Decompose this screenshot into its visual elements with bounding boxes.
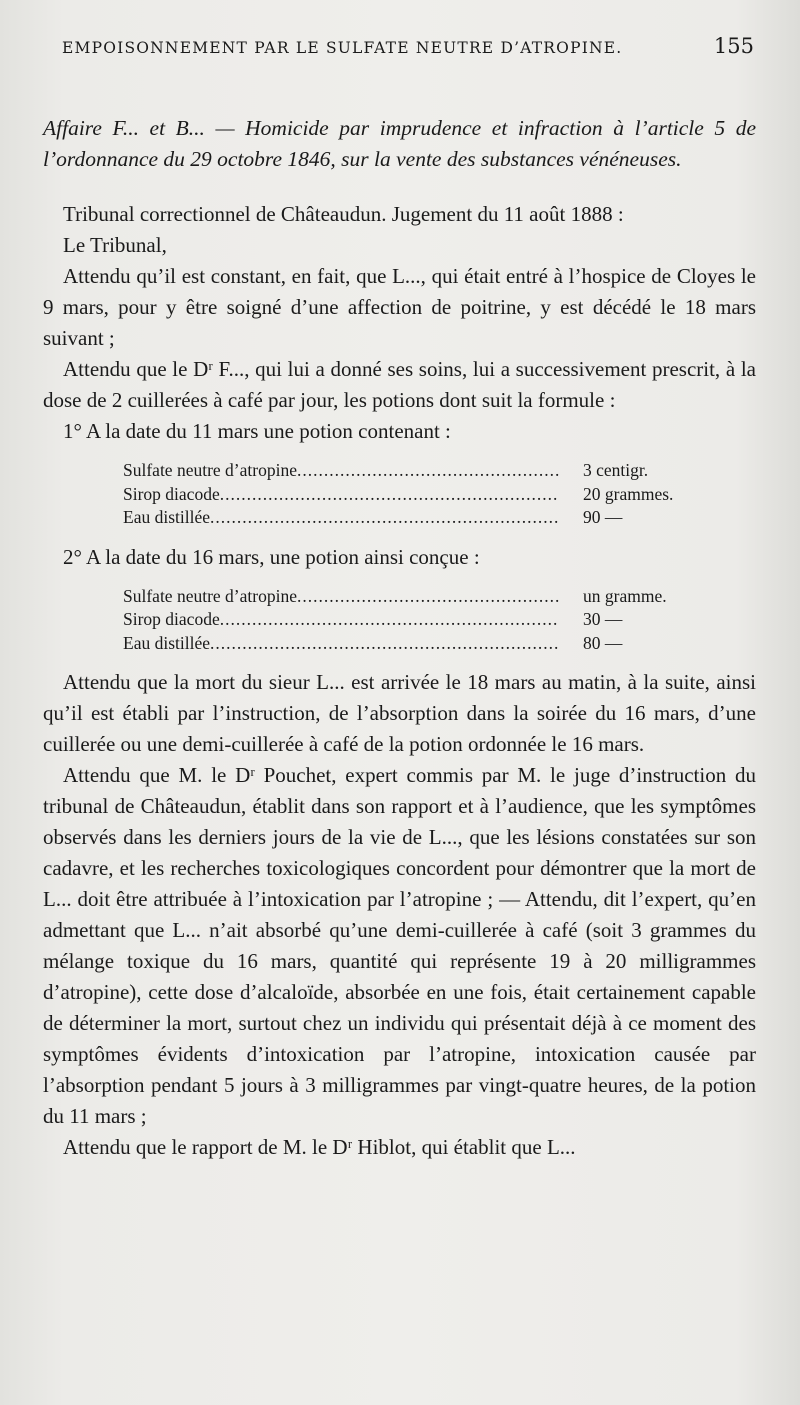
leader-dots bbox=[297, 585, 559, 609]
recipe-table-1 bbox=[123, 459, 713, 530]
ingredient-name: Sirop diacode bbox=[123, 609, 220, 629]
ingredient-quantity: 80 — bbox=[583, 632, 623, 653]
recipe-row bbox=[123, 506, 713, 530]
leader-dots bbox=[220, 608, 559, 632]
ingredient-name: Eau distillée bbox=[123, 507, 210, 527]
leader-dots bbox=[220, 483, 559, 507]
paragraph-item-1: 1° A la date du 11 mars une potion contenant : bbox=[63, 419, 451, 443]
paragraph-le-tribunal: Le Tribunal, bbox=[63, 233, 167, 257]
leader-dots bbox=[297, 459, 559, 483]
leader-dots bbox=[210, 632, 559, 656]
page-number: 155 bbox=[713, 34, 754, 58]
ingredient-quantity: un gramme. bbox=[583, 585, 667, 606]
ingredient-quantity: 90 — bbox=[583, 507, 623, 527]
paragraph-attendu-3: Attendu que la mort du sieur L... est arrivée le 18 mars au matin, à la suite, ainsi qu’il est établi par l’instruction, de l’absorption dans la soirée du 16 mars, d’une cuillerée ou une demi-cuillerée à café de la potion ordonnée le 16 mars. bbox=[43, 670, 756, 756]
paragraph-item-2: 2° A la date du 16 mars, une potion ainsi conçue : bbox=[63, 544, 480, 569]
recipe-row bbox=[123, 585, 713, 609]
ingredient-name: Eau distillée bbox=[123, 632, 210, 653]
running-head bbox=[62, 34, 754, 58]
paragraph-attendu-4: Attendu que M. le Dʳ Pouchet, expert commis par M. le juge d’instruction du tribunal de Châteaudun, établit dans son rapport et à l’audience, que les symptômes observés dans les derniers jours de la vie de L..., que les lésions constatées sur son cadavre, et les recherches toxicologiques concordent pour démontrer que la mort de L... doit être attribuée à l’intoxication par l’atropine ; — Attendu, dit l’expert, qu’en admettant que L... n’ait absorbé qu’une demi-cuillerée à café (soit 3 grammes du mélange toxique du 16 mars, quantité qui représente 19 à 20 milligrammes d’atropine), cette dose d’alcaloïde, absorbée en une fois, était certainement capable de déterminer la mort, surtout chez un individu qui présentait déjà à ce moment des symptômes évidents d’intoxication par l’atropine, intoxication causée par l’absorption pendant 5 jours à 3 milligrammes par vingt-quatre heures, de la potion du 11 mars ; bbox=[43, 763, 756, 1128]
recipe-row bbox=[123, 632, 713, 656]
recipe-row bbox=[123, 483, 713, 507]
ingredient-name: Sulfate neutre d’atropine bbox=[123, 460, 297, 480]
leader-dots bbox=[210, 506, 559, 530]
ingredient-quantity: 3 centigr. bbox=[583, 460, 649, 480]
recipe-table-2 bbox=[123, 585, 713, 656]
running-title: EMPOISONNEMENT PAR LE SULFATE NEUTRE D’ATROPINE. bbox=[62, 39, 623, 57]
ingredient-name: Sulfate neutre d’atropine bbox=[123, 585, 297, 606]
recipe-row bbox=[123, 459, 713, 483]
recipe-row bbox=[123, 608, 713, 632]
ingredient-name: Sirop diacode bbox=[123, 483, 220, 504]
page-body bbox=[43, 113, 756, 1163]
paragraph-attendu-1: Attendu qu’il est constant, en fait, que L..., qui était entré à l’hospice de Cloyes le 9 mars, pour y être soigné d’une affection de poitrine, y est décédé le 18 mars suivant ; bbox=[43, 264, 756, 350]
paragraph-tribunal: Tribunal correctionnel de Châteaudun. Jugement du 11 août 1888 : bbox=[63, 202, 624, 226]
ingredient-quantity: 30 — bbox=[583, 609, 623, 629]
case-title: Affaire F... et B... — Homicide par imprudence et infraction à l’article 5 de l’ordonnance du 29 octobre 1846, sur la vente des substances vénéneuses. bbox=[43, 116, 756, 171]
paragraph-attendu-5: Attendu que le rapport de M. le Dʳ Hiblot, qui établit que L... bbox=[63, 1135, 576, 1159]
ingredient-quantity: 20 grammes. bbox=[583, 483, 674, 504]
paragraph-attendu-2: Attendu que le Dʳ F..., qui lui a donné ses soins, lui a successivement prescrit, à la dose de 2 cuillerées à café par jour, les potions dont suit la formule : bbox=[43, 357, 756, 412]
